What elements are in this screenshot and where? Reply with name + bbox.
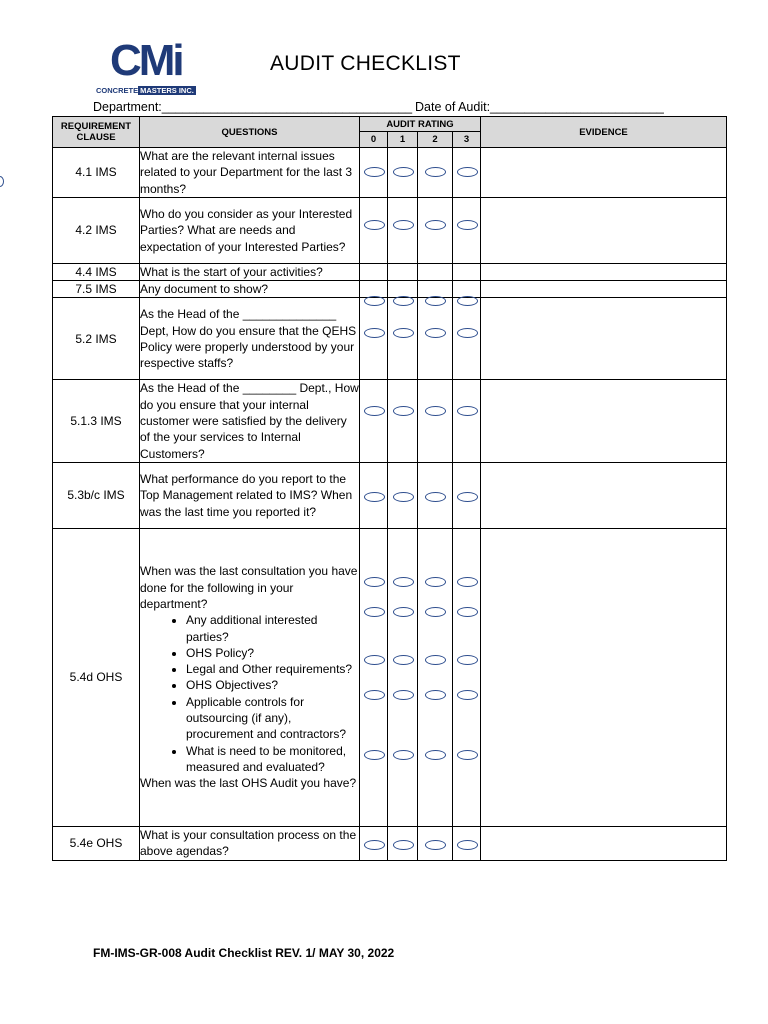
header-requirement-clause: REQUIREMENT CLAUSE — [53, 117, 140, 148]
rating-option-oval[interactable] — [457, 492, 478, 502]
rating-cell-2[interactable] — [418, 826, 453, 860]
rating-option-oval[interactable] — [425, 655, 446, 665]
audit-checklist-table — [52, 116, 727, 861]
clause-cell: 7.5 IMS — [53, 281, 140, 298]
rating-option-oval[interactable] — [393, 167, 414, 177]
rating-cell-0[interactable] — [360, 148, 388, 198]
rating-option-oval[interactable] — [425, 492, 446, 502]
rating-option-oval[interactable] — [457, 220, 478, 230]
rating-cell-0[interactable] — [360, 528, 388, 826]
rating-option-oval[interactable] — [393, 406, 414, 416]
rating-cell-2[interactable] — [418, 197, 453, 263]
clause-cell: 5.1.3 IMS — [53, 380, 140, 462]
rating-option-oval[interactable] — [393, 577, 414, 587]
rating-cell-3[interactable] — [453, 263, 481, 280]
clause-cell: 5.4d OHS — [53, 528, 140, 826]
rating-cell-1[interactable] — [388, 148, 418, 198]
table-row — [53, 380, 727, 462]
header-audit-rating: AUDIT RATING — [360, 117, 481, 132]
list-item: • OHS Policy? — [186, 645, 359, 661]
rating-option-oval[interactable] — [364, 328, 385, 338]
stray-mark — [0, 176, 4, 187]
evidence-cell[interactable] — [481, 298, 727, 380]
rating-option-oval[interactable] — [393, 655, 414, 665]
clause-cell: 5.4e OHS — [53, 826, 140, 860]
table-row — [53, 826, 727, 860]
list-item: • Legal and Other requirements? — [186, 661, 359, 677]
rating-cell-3[interactable] — [453, 148, 481, 198]
rating-option-oval[interactable] — [364, 577, 385, 587]
department-field[interactable]: Department:____________________________________ — [93, 100, 413, 114]
question-cell: As the Head of the ______________ Dept, How do you ensure that the QEHS Policy were properly understood by your respective staffs? — [140, 298, 360, 380]
rating-option-oval[interactable] — [393, 750, 414, 760]
header-rating-3: 3 — [453, 132, 481, 148]
rating-option-oval[interactable] — [393, 328, 414, 338]
rating-option-oval[interactable] — [457, 406, 478, 416]
rating-option-oval[interactable] — [457, 655, 478, 665]
rating-option-oval[interactable] — [393, 492, 414, 502]
header-questions: QUESTIONS — [140, 117, 360, 148]
logo-wordmark: CMi — [110, 36, 182, 85]
table-row — [53, 528, 727, 826]
rating-option-oval[interactable] — [457, 690, 478, 700]
table-row — [53, 148, 727, 198]
rating-cell-3[interactable] — [453, 462, 481, 528]
rating-cell-0[interactable] — [360, 263, 388, 280]
rating-option-oval[interactable] — [364, 690, 385, 700]
rating-option-oval[interactable] — [457, 296, 478, 306]
rating-cell-0[interactable] — [360, 298, 388, 380]
header-rating-1: 1 — [388, 132, 418, 148]
rating-option-oval[interactable] — [425, 607, 446, 617]
rating-option-oval[interactable] — [425, 296, 446, 306]
clause-cell: 5.3b/c IMS — [53, 462, 140, 528]
question-outro: When was the last OHS Audit you have? — [140, 776, 357, 791]
evidence-cell[interactable] — [481, 528, 727, 826]
evidence-cell[interactable] — [481, 826, 727, 860]
rating-option-oval[interactable] — [364, 607, 385, 617]
evidence-cell[interactable] — [481, 197, 727, 263]
rating-option-oval[interactable] — [425, 406, 446, 416]
rating-option-oval[interactable] — [457, 840, 478, 850]
rating-option-oval[interactable] — [425, 750, 446, 760]
clause-cell: 5.2 IMS — [53, 298, 140, 380]
table-row — [53, 298, 727, 380]
header-rating-0: 0 — [360, 132, 388, 148]
evidence-cell[interactable] — [481, 281, 727, 298]
rating-cell-1[interactable] — [388, 298, 418, 380]
question-cell: What is your consultation process on the above agendas? — [140, 826, 360, 860]
rating-cell-1[interactable] — [388, 380, 418, 462]
list-item: • Applicable controls for outsourcing (if any), procurement and contractors? — [186, 694, 359, 743]
rating-option-oval[interactable] — [425, 167, 446, 177]
rating-cell-2[interactable] — [418, 298, 453, 380]
question-cell — [140, 528, 360, 826]
question-cell: What are the relevant internal issues related to your Department for the last 3 months? — [140, 148, 360, 198]
rating-option-oval[interactable] — [364, 406, 385, 416]
logo-tagline-a: CONCRETE — [96, 86, 139, 95]
rating-option-oval[interactable] — [393, 296, 414, 306]
rating-option-oval[interactable] — [425, 577, 446, 587]
rating-option-oval[interactable] — [425, 690, 446, 700]
table-row — [53, 281, 727, 298]
header-rating-2: 2 — [418, 132, 453, 148]
rating-option-oval[interactable] — [364, 750, 385, 760]
rating-option-oval[interactable] — [457, 607, 478, 617]
company-logo — [94, 36, 206, 98]
document-title: AUDIT CHECKLIST — [270, 52, 461, 75]
rating-option-oval[interactable] — [425, 220, 446, 230]
question-cell: Any document to show? — [140, 281, 360, 298]
table-row — [53, 462, 727, 528]
rating-cell-0[interactable] — [360, 197, 388, 263]
rating-option-oval[interactable] — [457, 328, 478, 338]
rating-option-oval[interactable] — [457, 167, 478, 177]
question-intro: When was the last consultation you have done for the following in your department? — [140, 564, 358, 611]
rating-option-oval[interactable] — [457, 577, 478, 587]
evidence-cell[interactable] — [481, 462, 727, 528]
clause-cell: 4.2 IMS — [53, 197, 140, 263]
rating-option-oval[interactable] — [364, 167, 385, 177]
question-cell: Who do you consider as your Interested Parties? What are needs and expectation of your Interested Parties? — [140, 197, 360, 263]
header-evidence: EVIDENCE — [481, 117, 727, 148]
question-cell: What is the start of your activities? — [140, 263, 360, 280]
clause-cell: 4.1 IMS — [53, 148, 140, 198]
question-cell: As the Head of the ________ Dept., How do you ensure that your internal customer were satisfied by the delivery of the your services to Internal Customers? — [140, 381, 359, 461]
rating-cell-0[interactable] — [360, 380, 388, 462]
document-footer: FM-IMS-GR-008 Audit Checklist REV. 1/ MAY 30, 2022 — [93, 946, 395, 960]
list-item: • OHS Objectives? — [186, 677, 359, 693]
evidence-cell[interactable] — [481, 263, 727, 280]
question-cell: What performance do you report to the Top Management related to IMS? When was the last time you reported it? — [140, 462, 360, 528]
evidence-cell[interactable] — [481, 148, 727, 198]
table-row — [53, 197, 727, 263]
list-item: • Any additional interested parties? — [186, 612, 359, 645]
rating-cell-2[interactable] — [418, 462, 453, 528]
table-row — [53, 263, 727, 280]
rating-cell-2[interactable] — [418, 528, 453, 826]
logo-tagline-b: MASTERS INC. — [140, 86, 194, 95]
rating-option-oval[interactable] — [393, 690, 414, 700]
rating-option-oval[interactable] — [393, 607, 414, 617]
rating-cell-3[interactable] — [453, 380, 481, 462]
rating-cell-2[interactable] — [418, 148, 453, 198]
rating-cell-1[interactable] — [388, 826, 418, 860]
rating-cell-1[interactable] — [388, 263, 418, 280]
rating-option-oval[interactable] — [425, 328, 446, 338]
rating-option-oval[interactable] — [364, 296, 385, 306]
rating-cell-0[interactable] — [360, 826, 388, 860]
rating-option-oval[interactable] — [393, 220, 414, 230]
evidence-cell[interactable] — [481, 380, 727, 462]
rating-cell-3[interactable] — [453, 197, 481, 263]
logo-tagline — [94, 84, 206, 97]
rating-option-oval[interactable] — [364, 220, 385, 230]
question-list — [140, 612, 359, 775]
rating-option-oval[interactable] — [364, 840, 385, 850]
rating-option-oval[interactable] — [393, 840, 414, 850]
list-item: • What is need to be monitored, measured and evaluated? — [186, 743, 359, 776]
rating-cell-1[interactable] — [388, 197, 418, 263]
rating-cell-3[interactable] — [453, 298, 481, 380]
rating-cell-3[interactable] — [453, 528, 481, 826]
rating-cell-2[interactable] — [418, 263, 453, 280]
rating-option-oval[interactable] — [364, 655, 385, 665]
date-of-audit-field[interactable]: Date of Audit:_________________________ — [415, 100, 664, 114]
rating-cell-1[interactable] — [388, 462, 418, 528]
rating-cell-0[interactable] — [360, 462, 388, 528]
rating-option-oval[interactable] — [425, 840, 446, 850]
clause-cell: 4.4 IMS — [53, 263, 140, 280]
rating-option-oval[interactable] — [457, 750, 478, 760]
rating-option-oval[interactable] — [364, 492, 385, 502]
rating-cell-1[interactable] — [388, 528, 418, 826]
rating-cell-3[interactable] — [453, 826, 481, 860]
rating-cell-2[interactable] — [418, 380, 453, 462]
